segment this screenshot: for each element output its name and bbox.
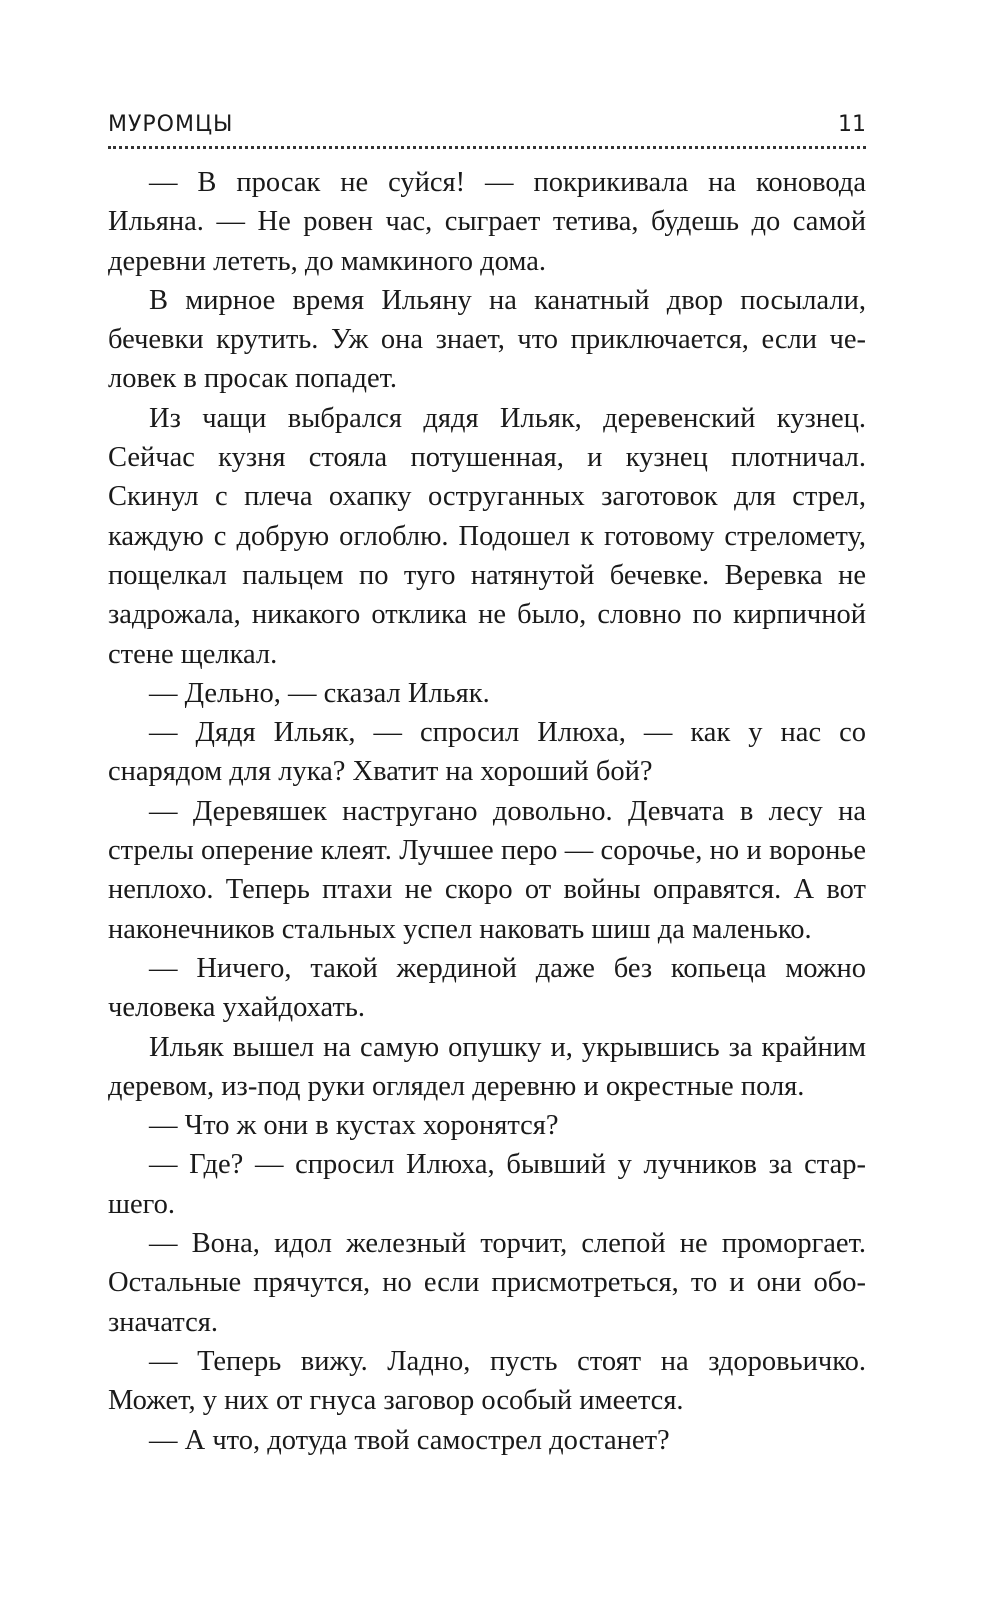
paragraph: — А что, дотуда твой самострел достанет? xyxy=(149,1424,670,1456)
header-dotted-rule xyxy=(108,146,866,149)
paragraph: — Что ж они в кустах хоронятся? xyxy=(149,1110,559,1142)
paragraph: — Деревяшек настругано довольно. Девчата в лесу на стрелы оперение клеят. Лучшее перо — сорочье, но и воронье неплохо. Теперь птахи не скоро от войны оправятся. А вот наконечников стальных успел наковать шиш да маленько. xyxy=(108,795,866,945)
body-text xyxy=(108,163,866,1460)
paragraph: — Ничего, такой жердиной даже без копьеца можно человека ухайдохать. xyxy=(108,952,866,1024)
page-number: 11 xyxy=(838,112,866,137)
paragraph: Из чащи выбрался дядя Ильяк, деревенский кузнец. Сейчас кузня стояла потушенная, и кузнец плотничал. Скинул с плеча охапку оструганных заготовок для стрел, каждую с добрую оглоблю. Подошел к готовому стреломету, пощелкал пальцем по туго натянутой бечевке. Веревка не задрожала, никакого отклика не было, словно по кирпичной стене щелкал. xyxy=(108,402,866,670)
book-page xyxy=(108,108,866,1460)
book-title: МУРОМЦЫ xyxy=(108,112,234,137)
paragraph: — Дядя Ильяк, — спросил Илюха, — как у нас со снарядом для лука? Хватит на хороший бой? xyxy=(108,717,866,788)
paragraph: Ильяк вышел на самую опушку и, укрывшись за крайним деревом, из-под руки оглядел деревню и окрестные поля. xyxy=(108,1031,866,1102)
paragraph: В мирное время Ильяну на канатный двор посылали, бечевки крутить. Уж она знает, что приключается, если человек в просак попадет. xyxy=(108,284,866,395)
paragraph: — Где? — спросил Илюха, бывший у лучников за старшего. xyxy=(108,1149,866,1220)
paragraph: — В просак не суйся! — покрикивала на коновода Ильяна. — Не ровен час, сыграет тетива, будешь до самой деревни лететь, до мамкиного дома. xyxy=(108,167,866,277)
paragraph: — Вона, идол железный торчит, слепой не проморгает. Остальные прячутся, но если присмотреться, то и они обозначатся. xyxy=(108,1228,866,1338)
paragraph: — Теперь вижу. Ладно, пусть стоят на здоровьичко. Может, у них от гнуса заговор особый имеется. xyxy=(108,1345,866,1417)
paragraph: — Дельно, — сказал Ильяк. xyxy=(149,677,490,709)
running-header xyxy=(108,108,866,146)
